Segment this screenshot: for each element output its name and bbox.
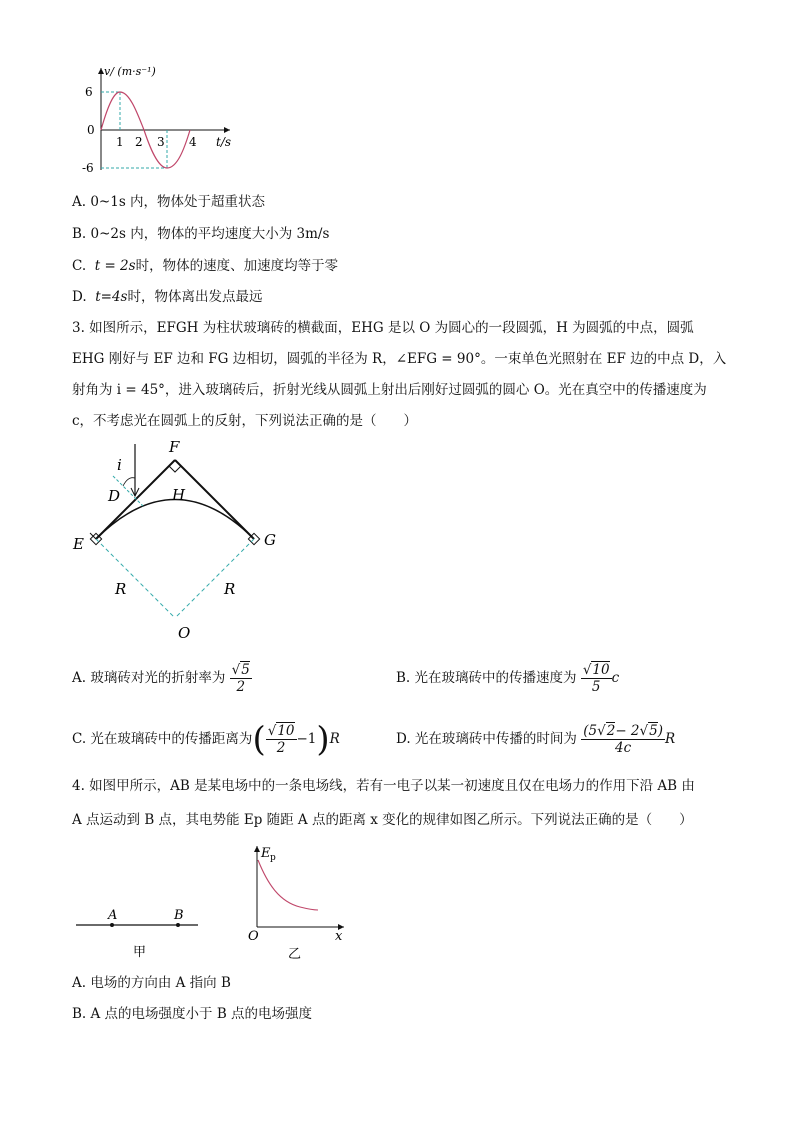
label-point-a: A [108, 908, 118, 923]
q4-stem-line2: A 点运动到 B 点，其电势能 Ep 随距 A 点的距离 x 变化的规律如图乙所示。下列说法正确的是（ ） [72, 812, 693, 828]
q3-option-b: B. 光在玻璃砖中的传播速度为 $\frac{√10}{5}$ c [396, 662, 620, 695]
label-e: E [73, 535, 84, 553]
q2-option-d: D. t=4s时，物体离出发点最远 [72, 289, 263, 305]
vt-ytick-neg6: -6 [82, 161, 94, 175]
arc-ehg [96, 500, 254, 540]
q3-stem-line4: c，不考虑光在圆弧上的反射，下列说法正确的是（ ） [72, 413, 418, 429]
ep-ylabel-sub: p [270, 853, 276, 863]
q4-option-a: A. 电场的方向由 A 指向 B [72, 975, 231, 991]
ep-x-graph [240, 840, 360, 965]
q2-option-a: A. 0~1s 内，物体处于超重状态 [72, 194, 266, 210]
velocity-time-graph [80, 60, 250, 185]
point-a [110, 923, 114, 927]
label-d: D [108, 487, 121, 505]
caption-jia: 甲 [133, 945, 147, 960]
q3-option-a: A. 玻璃砖对光的折射率为 $\frac{√5}{2}$ [72, 662, 250, 695]
ep-xlabel: x [335, 929, 343, 944]
vt-ytick-6: 6 [85, 85, 93, 99]
vt-xtick-3: 3 [157, 135, 165, 149]
label-point-b: B [174, 908, 184, 923]
q3-option-d: D. 光在玻璃砖中传播的时间为 $\frac{(5√2- 2√5)}{4c}$ R [396, 723, 676, 756]
q2-option-c: C. t = 2s时，物体的速度、加速度均等于零 [72, 258, 339, 274]
vt-xtick-1: 1 [116, 135, 124, 149]
ep-curve [258, 860, 318, 910]
caption-yi: 乙 [288, 947, 302, 962]
glass-prism-figure [68, 436, 298, 646]
label-f: F [169, 438, 180, 456]
point-b [176, 923, 180, 927]
label-g: G [264, 531, 276, 549]
vt-xlabel: t/s [216, 135, 232, 149]
label-r-right: R [224, 580, 236, 598]
label-r-left: R [115, 580, 127, 598]
q4-option-b: B. A 点的电场强度小于 B 点的电场强度 [72, 1006, 313, 1022]
label-o: O [178, 624, 191, 642]
vt-ylabel: v/ (m·s⁻¹) [104, 65, 156, 78]
label-i: i [117, 456, 122, 474]
vt-ytick-0: 0 [87, 123, 95, 137]
label-h: H [172, 486, 186, 504]
ep-origin: O [248, 929, 259, 944]
field-line-figure-jia [70, 900, 210, 965]
q3-stem-line1: 3. 如图所示，EFGH 为柱状玻璃砖的横截面，EHG 是以 O 为圆心的一段圆弧，H 为圆弧的中点，圆弧 [72, 320, 694, 336]
q4-stem-line1: 4. 如图甲所示，AB 是某电场中的一条电场线，若有一电子以某一初速度且仅在电场力的作用下沿 AB 由 [72, 778, 695, 794]
q3-option-c: C. 光在玻璃砖中的传播距离为( $\frac{√10}{2}$ −1)R [72, 719, 340, 760]
ep-ylabel: E [261, 846, 271, 861]
vt-xtick-2: 2 [135, 135, 143, 149]
q2-option-b: B. 0~2s 内，物体的平均速度大小为 3m/s [72, 226, 330, 242]
q3-stem-line2: EHG 刚好与 EF 边和 FG 边相切，圆弧的半径为 R，∠EFG = 90°。一束单色光照射在 EF 边的中点 D，入 [72, 351, 727, 367]
q3-stem-line3: 射角为 i = 45°，进入玻璃砖后，折射光线从圆弧上射出后刚好过圆弧的圆心 O。光在真空中的传播速度为 [72, 382, 707, 398]
radius-go [175, 539, 254, 618]
vt-xtick-4: 4 [189, 135, 197, 149]
radius-eo [96, 539, 175, 618]
